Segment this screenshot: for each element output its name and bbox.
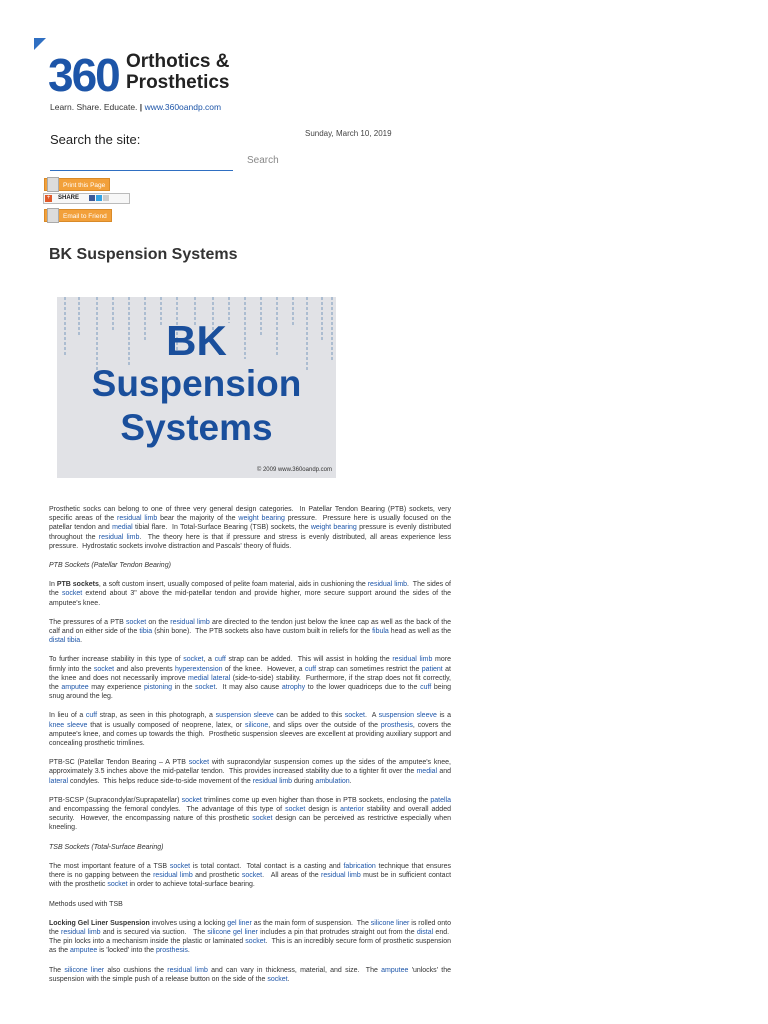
link-socket[interactable]: socket — [93, 665, 115, 673]
share-plus-icon: + — [46, 195, 51, 201]
link-residual-limb[interactable]: residual limb — [392, 656, 433, 664]
paragraph-cuff-strap: To further increase stability in this type of socket, a cuff strap can be added. This will assist in holding the residual limb more firmly into the socket and also prevents hyperextension of the knee. However, a cuff strap can sometimes restrict the patient at the knee and does not necessarily improve medial lateral (side-to-side) stability. Furthermore, if the strap does not fit correctly, the amputee may experience pistoning in the socket. It may also cause atrophy to the lower quadriceps due to the cuff being snug around the leg. — [49, 656, 452, 701]
link-amputee[interactable]: amputee — [61, 684, 89, 692]
email-share-icon[interactable] — [103, 195, 109, 201]
link-residual-limb[interactable]: residual limb — [367, 581, 408, 589]
paragraph-ptb-pressures: The pressures of a PTB socket on the residual limb are directed to the tendon just below the knee cap as well as the back of the calf and on either side of the tibia (shin bone). The PTB sockets also have custom built in reliefs for the fibula head as well as the distal tibia. — [49, 618, 451, 645]
paragraph-ptb-scsp: PTB-SCSP (Supracondylar/Suprapatellar) socket trimlines come up even higher than those in PTB sockets, enclosing the patella and encompassing the femoral condyles. The advantage of this type of socket design is anterior stability and overall added security. However, the encompassing nature of this prosthetic socket design can be perceived as restrictive especially when kneeling. — [49, 796, 451, 832]
site-url-link[interactable]: www.360oandp.com — [144, 102, 222, 112]
link-socket[interactable]: socket — [188, 759, 210, 767]
link-amputee[interactable]: amputee — [381, 966, 409, 974]
link-pistoning[interactable]: pistoning — [144, 684, 173, 692]
email-friend-button[interactable] — [44, 209, 112, 222]
hero-credit: © 2009 www.360oandp.com — [256, 467, 332, 473]
link-cuff[interactable]: cuff — [420, 684, 432, 692]
link-socket[interactable]: socket — [61, 590, 83, 598]
logo-word-orthotics: Orthotics & — [126, 51, 230, 72]
link-patella[interactable]: patella — [430, 796, 451, 804]
link-hyperextension[interactable]: hyperextension — [175, 665, 223, 673]
link-weight-bearing[interactable]: weight bearing — [310, 524, 357, 532]
link-medial-lateral[interactable]: medial lateral — [188, 674, 231, 682]
link-socket[interactable]: socket — [183, 656, 204, 664]
link-patient[interactable]: patient — [421, 665, 443, 673]
twitter-icon[interactable] — [96, 195, 102, 201]
link-fabrication[interactable]: fabrication — [343, 862, 376, 870]
link-socket[interactable]: socket — [241, 872, 263, 880]
link-distal-tibia[interactable]: distal tibia — [49, 637, 81, 645]
link-residual-limb[interactable]: residual limb — [167, 966, 208, 974]
paragraph-intro: Prosthetic socks can belong to one of three very general design categories. In Patellar Tendon Bearing (PTB) sockets, very specific areas of the residual limb bear the majority of the weight bearing pressure. Pressure here is usually focused on the patellar tendon and medial tibial flare. In Total-Surface Bearing (TSB) sockets, the weight bearing pressure is evenly distributed throughout the residual limb. The theory here is that if pressure and stress is evenly distributed, all areas experience less pressure. Hydrostatic sockets involve distraction and Pascals' theory of fluids. — [49, 506, 452, 550]
link-socket[interactable]: socket — [245, 938, 266, 946]
tagline-text: Learn. Share. Educate. — [50, 102, 138, 112]
link-knee-sleeve[interactable]: knee sleeve — [49, 721, 88, 729]
heading-methods-tsb: Methods used with TSB — [49, 900, 123, 908]
heading-ptb-sockets: PTB Sockets (Patellar Tendon Bearing) — [49, 562, 171, 570]
link-residual-limb[interactable]: residual limb — [117, 515, 158, 523]
link-socket[interactable]: socket — [107, 881, 128, 889]
link-lateral[interactable]: lateral — [49, 777, 69, 785]
share-widget[interactable] — [43, 193, 130, 204]
article-body — [49, 505, 451, 994]
paragraph-locking-gel-liner: Locking Gel Liner Suspension involves using a locking gel liner as the main form of suspension. The silicone liner is rolled onto the residual limb and is secured via suction. The silicone gel liner includes a pin that protrudes straight out from the distal end. The pin locks into a mechanism inside the plastic or laminated socket. This is an incredibly secure form of prosthetic suspension as the amputee is 'locked' into the prosthesis. — [49, 919, 451, 955]
link-residual-limb[interactable]: residual limb — [98, 533, 140, 541]
link-cuff[interactable]: cuff — [304, 665, 317, 673]
link-socket[interactable]: socket — [344, 712, 365, 720]
link-weight-bearing[interactable]: weight bearing — [238, 515, 285, 523]
link-atrophy[interactable]: atrophy — [281, 684, 306, 692]
share-label: SHARE — [58, 195, 80, 201]
link-socket[interactable]: socket — [285, 806, 306, 814]
link-medial[interactable]: medial — [416, 768, 438, 776]
link-socket[interactable]: socket — [169, 862, 191, 870]
paragraph-ptb: In PTB sockets, a soft custom insert, usually composed of pelite foam material, aids in cushioning the residual limb. The sides of the socket extend about 3" above the mid-patellar tendon and provide higher, more secure support around the sides of the amputee's knee. — [49, 581, 451, 607]
article-hero-image — [57, 297, 336, 478]
link-socket[interactable]: socket — [267, 975, 288, 983]
link-silicone[interactable]: silicone — [244, 721, 269, 729]
link-cuff[interactable]: cuff — [85, 712, 98, 720]
link-amputee[interactable]: amputee — [70, 947, 98, 955]
search-label: Search the site: — [50, 132, 141, 147]
corner-accent — [34, 38, 46, 50]
logo-tagline — [50, 102, 221, 112]
article-title: BK Suspension Systems — [49, 246, 238, 263]
link-gel-liner[interactable]: gel liner — [227, 919, 252, 927]
facebook-icon[interactable] — [89, 195, 95, 201]
link-socket[interactable]: socket — [126, 618, 147, 626]
print-page-label: Print this Page — [63, 182, 106, 189]
paragraph-silicone-liner: The silicone liner also cushions the residual limb and can vary in thickness, material, and size. The amputee 'unlocks' the suspension with the simple push of a release button on the side of the socket. — [49, 966, 451, 983]
tagline-separator: | — [139, 102, 143, 112]
link-silicone-liner[interactable]: silicone liner — [64, 966, 105, 974]
heading-tsb-sockets: TSB Sockets (Total-Surface Bearing) — [49, 843, 164, 851]
link-silicone-gel-liner[interactable]: silicone gel liner — [207, 928, 258, 936]
link-cuff[interactable]: cuff — [214, 656, 226, 664]
printer-icon — [47, 177, 59, 192]
link-socket[interactable]: socket — [195, 684, 216, 692]
link-medial[interactable]: medial — [112, 524, 133, 532]
link-residual-limb[interactable]: residual limb — [170, 618, 210, 626]
link-prosthesis[interactable]: prosthesis — [380, 721, 413, 729]
hero-text-suspension: Suspension — [91, 363, 302, 404]
email-friend-label: Email to Friend — [63, 213, 107, 220]
link-ambulation[interactable]: ambulation — [315, 777, 350, 785]
paragraph-tsb: The most important feature of a TSB socket is total contact. Total contact is a casting and fabrication technique that ensures there is no gapping between the residual limb and prosthetic socket. All areas of the residual limb must be in sufficient contact with the prosthetic socket in order to achieve total-surface bearing. — [49, 862, 452, 889]
site-logo[interactable] — [48, 50, 248, 120]
link-residual-limb[interactable]: residual limb — [321, 872, 361, 880]
link-residual-limb[interactable]: residual limb — [60, 928, 101, 936]
link-anterior[interactable]: anterior — [340, 806, 364, 814]
logo-number: 360 — [48, 49, 119, 101]
paragraph-suspension-sleeve: In lieu of a cuff strap, as seen in this photograph, a suspension sleeve can be added to this socket. A suspension sleeve is a knee sleeve that is usually composed of neoprene, latex, or silicone, and slips over the outside of the prosthesis, covers the amputee's knee, and comes up towards the thigh. Prosthetic suspension sleeves are excellent at providing auxiliary support and concealing prosthetic trimlines. — [49, 712, 452, 748]
paragraph-ptb-sc: PTB-SC (Patellar Tendon Bearing – A PTB socket with supracondylar suspension comes up the sides of the amputee's knee, approximately 3.5 inches above the mid-patellar tendon. This provides increased stability due to a tighter fit over the medial and lateral condyles. This helps reduce side-to-side movement of the residual limb during ambulation. — [49, 759, 451, 785]
link-fibula[interactable]: fibula — [372, 628, 389, 636]
current-date: Sunday, March 10, 2019 — [305, 129, 392, 138]
link-distal[interactable]: distal — [416, 928, 434, 936]
hero-text-systems: Systems — [120, 407, 273, 448]
link-tibia[interactable]: tibia — [139, 628, 153, 636]
hero-text-bk: BK — [166, 317, 227, 364]
logo-word-prosthetics: Prosthetics — [126, 72, 230, 93]
link-residual-limb[interactable]: residual limb — [252, 777, 293, 785]
link-residual-limb[interactable]: residual limb — [153, 872, 193, 880]
print-page-button[interactable] — [44, 178, 110, 191]
link-socket[interactable]: socket — [181, 796, 202, 804]
link-silicone-liner[interactable]: silicone liner — [370, 919, 410, 927]
search-button[interactable]: Search — [247, 155, 279, 166]
link-suspension-sleeve[interactable]: suspension sleeve — [215, 712, 274, 720]
link-socket[interactable]: socket — [252, 815, 273, 823]
link-prosthesis[interactable]: prosthesis — [155, 947, 188, 955]
link-suspension-sleeve[interactable]: suspension sleeve — [378, 712, 437, 720]
envelope-icon — [47, 208, 59, 223]
search-input[interactable] — [50, 152, 233, 171]
